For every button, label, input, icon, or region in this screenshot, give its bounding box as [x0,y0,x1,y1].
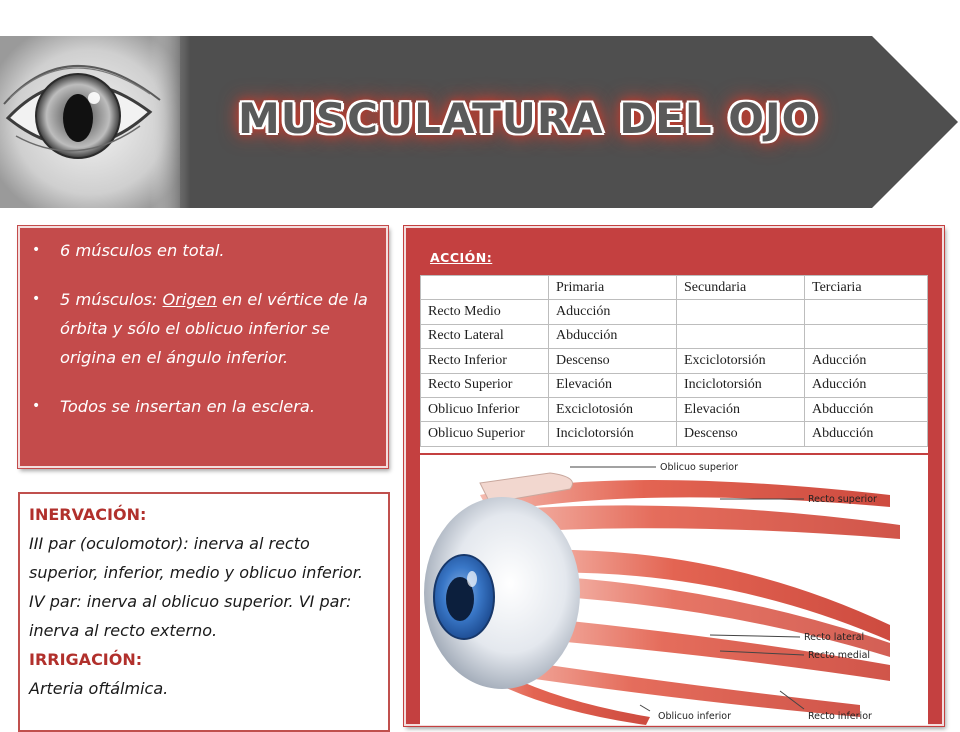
table-cell: Abducción [805,397,928,421]
figure-label: Recto medial [808,650,871,661]
table-header-cell: Primaria [549,276,677,300]
table-row [421,422,928,446]
action-title: ACCIÓN: [430,250,493,265]
table-row [421,300,928,324]
table-cell [677,324,805,348]
table-cell: Elevación [549,373,677,397]
figure-label: Recto inferior [808,711,872,722]
summary-box [18,226,388,468]
origin-term: Origen [162,290,217,309]
innervation-text: IV par: inerva al oblicuo superior. VI par: inerva al recto externo. [29,592,352,640]
table-header-row [421,276,928,300]
table-header-cell [421,276,549,300]
table-cell [677,300,805,324]
action-panel [404,226,944,726]
table-cell: Oblicuo Inferior [421,397,549,421]
summary-list [20,228,386,421]
table-cell: Elevación [677,397,805,421]
figure-label: Recto superior [808,494,877,505]
summary-item [28,236,374,265]
summary-item-text: Todos se insertan en la esclera. [60,397,315,416]
irrigation-text: Arteria oftálmica. [29,679,169,698]
table-cell [805,324,928,348]
irrigation-heading: IRRIGACIÓN: [29,650,143,669]
summary-item-text: 6 músculos en total. [60,241,225,260]
table-cell: Abducción [805,422,928,446]
table-row [421,397,928,421]
table-cell: Inciclotorsión [549,422,677,446]
table-cell: Exciclotosión [549,397,677,421]
table-cell: Inciclotorsión [677,373,805,397]
summary-item-text: en el vértice de la órbita y sólo el oblicuo inferior se origina en el ángulo inferior. [60,290,368,367]
table-cell: Aducción [549,300,677,324]
table-cell: Aducción [805,373,928,397]
table-cell: Recto Medio [421,300,549,324]
table-cell: Oblicuo Superior [421,422,549,446]
table-header-cell: Secundaria [677,276,805,300]
summary-item-text: 5 músculos: [60,290,163,309]
bullet-icon: • [32,291,41,307]
innervation-heading: INERVACIÓN: [29,505,147,524]
table-cell: Recto Lateral [421,324,549,348]
figure-label: Oblicuo superior [660,462,738,473]
table-cell: Recto Superior [421,373,549,397]
table-cell: Descenso [549,349,677,373]
bullet-icon: • [32,242,41,258]
table-cell: Exciclotorsión [677,349,805,373]
figure-label: Recto lateral [804,632,865,643]
eye-illustration [0,36,190,208]
action-table-body [421,276,928,447]
table-cell [805,300,928,324]
page-title: MUSCULATURA DEL OJO [238,94,819,143]
table-cell: Descenso [677,422,805,446]
action-table-container [420,275,928,453]
table-row [421,373,928,397]
bullet-icon: • [32,398,41,414]
innervation-box [18,492,390,732]
table-header-cell: Terciaria [805,276,928,300]
table-cell: Aducción [805,349,928,373]
figure-label: Oblicuo inferior [658,711,731,722]
innervation-text: III par (oculomotor): inerva al recto superior, inferior, medio y oblicuo inferior. [29,534,363,582]
summary-item [28,392,374,421]
summary-item [28,285,374,372]
table-cell: Abducción [549,324,677,348]
table-row [421,349,928,373]
eye-muscles-illustration [420,455,928,725]
table-row [421,324,928,348]
action-table [420,275,928,447]
table-cell: Recto Inferior [421,349,549,373]
